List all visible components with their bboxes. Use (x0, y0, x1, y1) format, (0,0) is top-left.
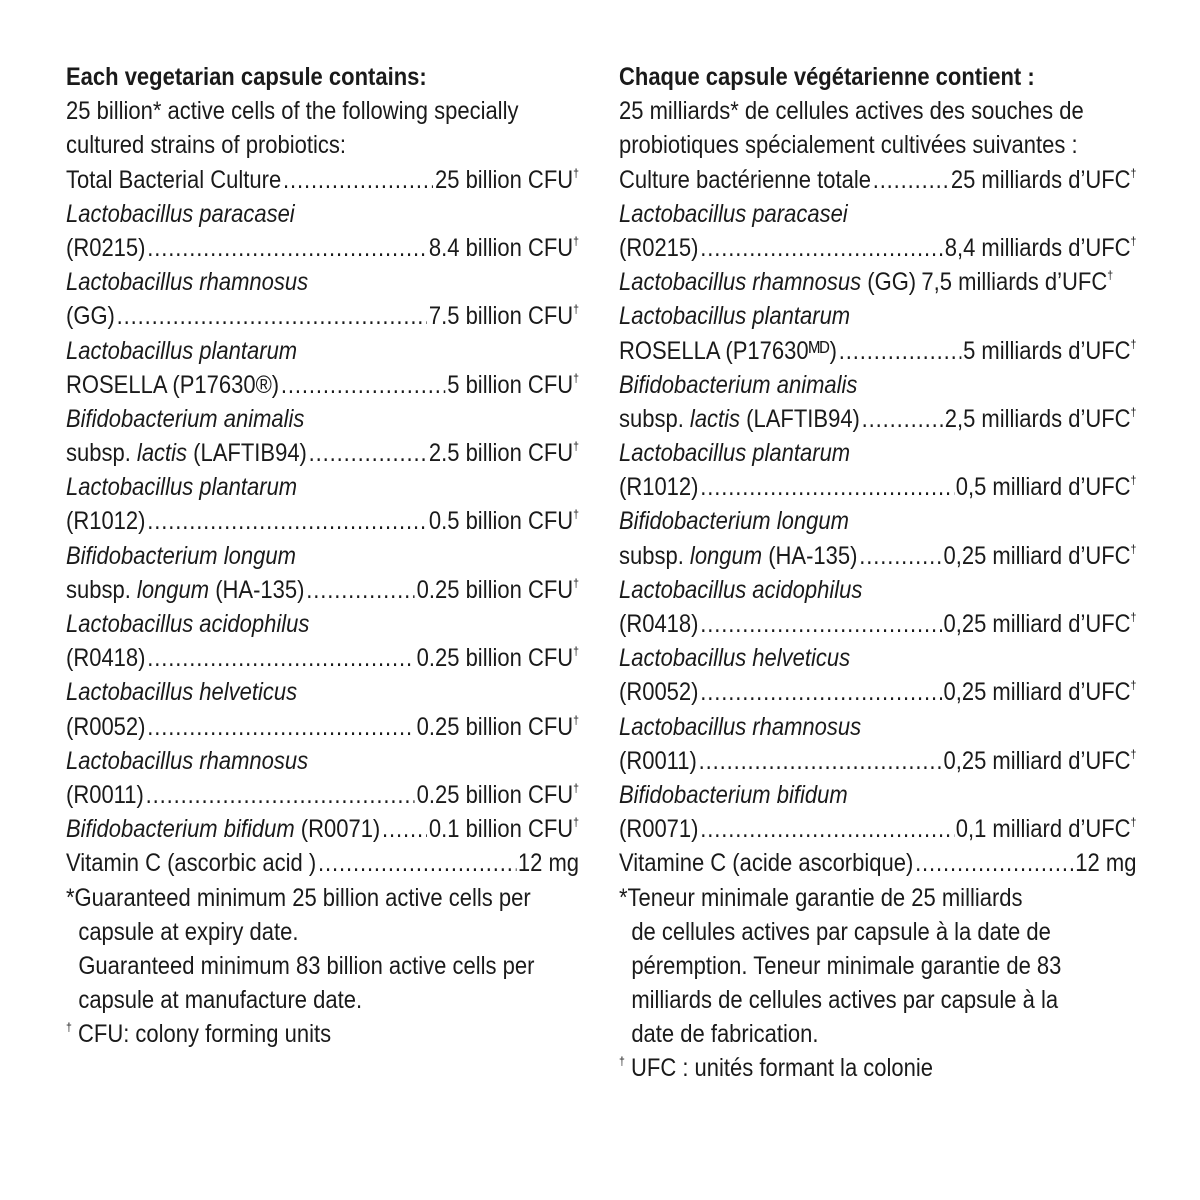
strain-name: Lactobacillus plantarum (619, 302, 851, 331)
strain-name: Lactobacillus paracasei (619, 199, 848, 228)
strain-name: Bifidobacterium bifidum (619, 780, 848, 809)
total-value: 25 milliards d’UFC† (950, 165, 1137, 194)
intro-line: 25 milliards* de cellules actives des souches de (619, 97, 1084, 126)
strain-row: (R0418) ..... 0,25 milliard d’UFC† (619, 607, 1136, 641)
dot-leader (859, 539, 942, 573)
strain-row: (R0071) ..... 0,1 milliard d’UFC† (619, 812, 1136, 846)
strain-name: Lactobacillus acidophilus (619, 575, 863, 604)
footnote-text: *Teneur minimale garantie de 25 milliards (619, 883, 1023, 912)
strain-row: subsp. lactis (LAFTIB94) ..... 2.5 billion CFU† (66, 436, 579, 470)
strain-name: Bifidobacterium animalis (619, 370, 858, 399)
strain-name: Lactobacillus helveticus (619, 644, 851, 673)
footnote-text: capsule at manufacture date. (78, 986, 363, 1015)
strain-name: Lactobacillus plantarum (66, 473, 298, 502)
dot-leader (839, 334, 962, 368)
strain-name: Lactobacillus helveticus (66, 678, 298, 707)
dot-leader (700, 675, 941, 709)
strain-row: (R0215) ..... 8.4 billion CFU† (66, 231, 579, 265)
strain-name: Lactobacillus rhamnosus (66, 746, 309, 775)
dot-leader (147, 231, 427, 265)
strain-name: Lactobacillus paracasei (66, 199, 295, 228)
footnote-text: milliards de cellules actives par capsule à la (631, 986, 1059, 1015)
dot-leader (873, 163, 949, 197)
dot-leader (318, 846, 516, 880)
english-column (66, 60, 579, 1051)
strain-row: (R0418) ..... 0.25 billion CFU† (66, 641, 579, 675)
strain-name: Lactobacillus rhamnosus (66, 268, 309, 297)
strain-row: (R0011) ..... 0.25 billion CFU† (66, 778, 579, 812)
strain-name: Lactobacillus plantarum (619, 439, 851, 468)
strain-row: (R1012) ..... 0.5 billion CFU† (66, 504, 579, 538)
strain-row: ROSELLA (P17630ᴹᴰ) ..... 5 milliards d’UFC† (619, 334, 1136, 368)
dot-leader (117, 299, 427, 333)
vitamin-c-row: Vitamine C (acide ascorbique) ..... 12 mg (619, 846, 1136, 880)
strain-name: Lactobacillus plantarum (66, 336, 298, 365)
strain-name: Bifidobacterium longum (619, 507, 849, 536)
strain-name: Lactobacillus acidophilus (66, 610, 310, 638)
strain-name: Lactobacillus rhamnosus (619, 712, 862, 741)
dot-leader (147, 710, 415, 744)
total-culture-row (619, 163, 1136, 197)
dot-leader (700, 607, 941, 641)
dot-leader (700, 470, 954, 504)
dot-leader (147, 504, 427, 538)
dot-leader (309, 436, 427, 470)
dot-leader (915, 846, 1073, 880)
dot-leader (382, 812, 427, 846)
strain-row-gg: Lactobacillus rhamnosus (GG) 7,5 milliards d’UFC† (619, 268, 1114, 297)
footnote-text: capsule at expiry date. (78, 917, 299, 946)
strain-row: (R1012) ..... 0,5 milliard d’UFC† (619, 470, 1136, 504)
dot-leader (699, 744, 942, 778)
dot-leader (283, 163, 433, 197)
total-label: Culture bactérienne totale (619, 165, 871, 194)
dot-leader (281, 368, 446, 402)
footnote-ufc: † UFC : unités formant la colonie (619, 1054, 934, 1083)
strain-row: (R0011) ..... 0,25 milliard d’UFC† (619, 744, 1136, 778)
intro-line: cultured strains of probiotics: (66, 131, 347, 160)
footnote-text: péremption. Teneur minimale garantie de 83 (631, 951, 1062, 980)
footnote-text: *Guaranteed minimum 25 billion active cells per (66, 883, 531, 912)
dot-leader (700, 812, 954, 846)
strain-row: subsp. longum (HA-135) ..... 0,25 milliard d’UFC† (619, 539, 1136, 573)
strain-name: Bifidobacterium longum (66, 541, 296, 570)
intro-line: 25 billion* active cells of the following specially (66, 97, 519, 126)
heading-fr: Chaque capsule végétarienne contient : (619, 63, 1035, 91)
total-culture-row (66, 163, 579, 197)
dot-leader (147, 641, 415, 675)
french-column (619, 60, 1136, 1086)
strain-row: subsp. lactis (LAFTIB94) ..... 2,5 milliards d’UFC† (619, 402, 1136, 436)
footnote-text: Guaranteed minimum 83 billion active cells per (78, 951, 535, 980)
footnote-cfu: † CFU: colony forming units (66, 1020, 332, 1049)
strain-row: subsp. longum (HA-135) ..... 0.25 billion CFU† (66, 573, 579, 607)
strain-row: (R0052) ..... 0.25 billion CFU† (66, 710, 579, 744)
strain-row: ROSELLA (P17630®) ..... 5 billion CFU† (66, 368, 579, 402)
footnote-text: date de fabrication. (631, 1020, 819, 1049)
dot-leader (700, 231, 943, 265)
vitamin-c-row: Vitamin C (ascorbic acid ) ..... 12 mg (66, 846, 579, 880)
total-label: Total Bacterial Culture (66, 165, 282, 194)
footnote-text: de cellules actives par capsule à la date de (631, 917, 1051, 946)
total-value: 25 billion CFU† (434, 165, 580, 194)
dot-leader (862, 402, 943, 436)
dot-leader (306, 573, 415, 607)
intro-line: probiotiques spécialement cultivées suivantes : (619, 131, 1078, 160)
strain-row-bifidum: Bifidobacterium bifidum (R0071) ..... 0.1 billion CFU† (66, 812, 579, 846)
dot-leader (146, 778, 415, 812)
strain-row: (R0215) ..... 8,4 milliards d’UFC† (619, 231, 1136, 265)
heading-en: Each vegetarian capsule contains: (66, 63, 427, 91)
strain-row: (GG) ..... 7.5 billion CFU† (66, 299, 579, 333)
strain-row: (R0052) ..... 0,25 milliard d’UFC† (619, 675, 1136, 709)
strain-name: Bifidobacterium animalis (66, 404, 305, 433)
